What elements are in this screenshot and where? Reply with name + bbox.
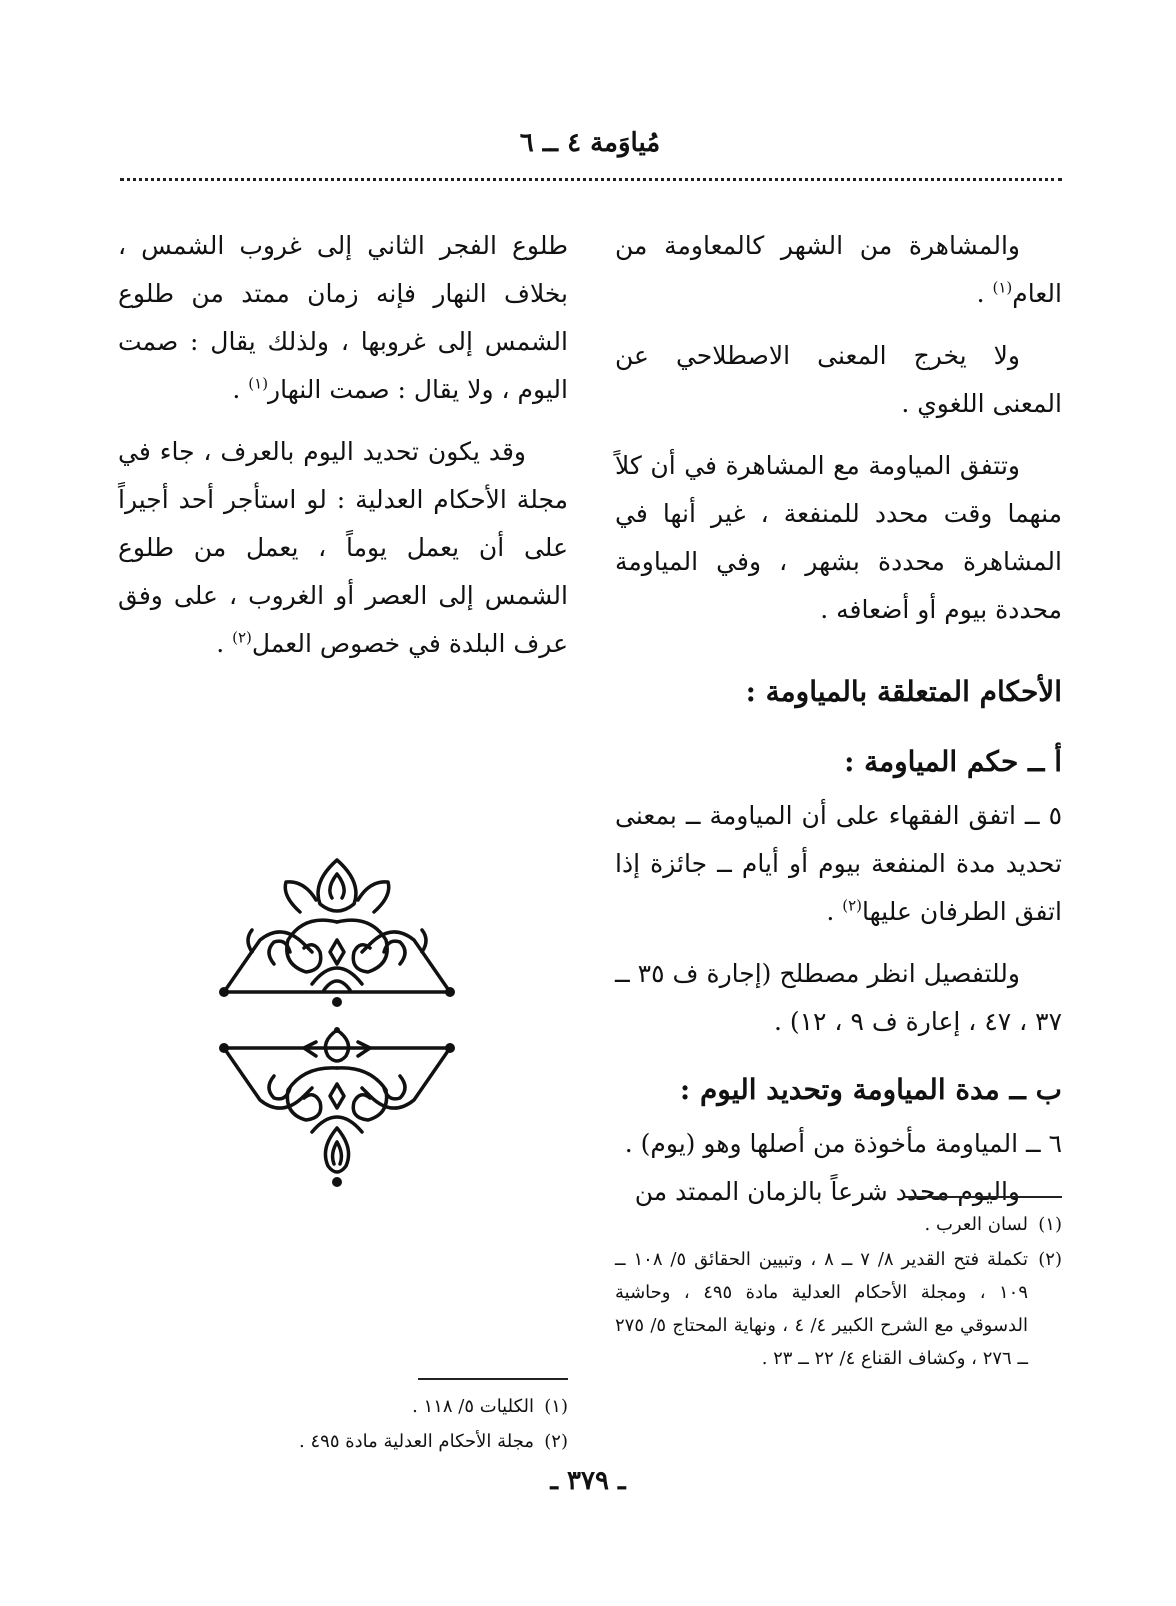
paragraph: ٦ ــ المياومة مأخوذة من أصلها وهو (يوم) .: [624, 1129, 1062, 1158]
left-column: [118, 222, 568, 682]
footnote-number: (١): [1038, 1214, 1062, 1235]
header-divider: [120, 178, 1062, 181]
paragraph: [615, 222, 1062, 318]
paragraph: وللتفصيل انظر مصطلح (إجارة ف ٣٥ ــ ٣٧ ، ٤٧ ، إعارة ف ٩ ، ١٢) .: [615, 959, 1062, 1036]
footnote-number: (٢): [544, 1431, 568, 1452]
footnote-ref[interactable]: (١): [248, 374, 269, 393]
footnotes-left: [118, 1390, 568, 1460]
footnote: [615, 1208, 1062, 1241]
paragraph: وتتفق المياومة مع المشاهرة في أن كلاً منهما وقت محدد للمنفعة ، غير أنها في المشاهرة محددة بشهر ، وفي المياومة محددة بيوم أو أضعافه .: [615, 451, 1062, 624]
right-column: [615, 222, 1062, 1230]
paragraph-text: ٥ ــ اتفق الفقهاء على أن المياومة ــ بمعنى تحديد مدة المنفعة بيوم أو أيام ــ جائزة إذا اتفق الطرفان عليها: [615, 801, 1062, 926]
footnote-text: لسان العرب .: [924, 1214, 1028, 1235]
subsection-heading: ب ــ مدة المياومة وتحديد اليوم :: [679, 1073, 1062, 1106]
footnote-ref[interactable]: (٢): [842, 896, 863, 915]
subsection-heading: أ ــ حكم المياومة :: [844, 745, 1062, 778]
footnote: [118, 1390, 568, 1423]
footnote-ref[interactable]: (٢): [232, 628, 252, 647]
running-head: مُياوَمة ٤ ــ ٦: [519, 128, 661, 158]
paragraph-text: طلوع الفجر الثاني إلى غروب الشمس ، بخلاف النهار فإنه زمان ممتد من طلوع الشمس إلى غروبها ، ولذلك يقال : صمت اليوم ، ولا يقال : صمت النهار: [118, 231, 568, 404]
paragraph-text: وقد يكون تحديد اليوم بالعرف ، جاء في مجلة الأحكام العدلية : لو استأجر أحد أجيراً على أن يعمل يوماً ، يعمل من طلوع الشمس إلى العصر أو الغروب ، على وفق عرف البلدة في خصوص العمل: [118, 437, 568, 658]
footnote-separator: [418, 1378, 568, 1380]
arabesque-ornament-icon: [212, 852, 462, 1192]
footnote-text: تكملة فتح القدير ٨/ ٧ ــ ٨ ، وتبيين الحقائق ٥/ ١٠٨ ــ ١٠٩ ، ومجلة الأحكام العدلية مادة ٤٩٥ ، وحاشية الدسوقي مع الشرح الكبير ٤/ ٤ ، ونهاية المحتاج ٥/ ٢٧٥ ــ ٢٧٦ ، وكشاف القناع ٤/ ٢٢ ــ ٢٣ .: [615, 1249, 1028, 1369]
paragraph: [615, 792, 1062, 936]
footnote-separator: [905, 1196, 1062, 1198]
paragraph: [118, 428, 568, 668]
footnote-text: الكليات ٥/ ١١٨ .: [412, 1396, 534, 1417]
paragraph-end: .: [826, 897, 843, 926]
paragraph: واليوم محدد شرعاً بالزمان الممتد من: [634, 1177, 1020, 1206]
footnote-ref[interactable]: (١): [992, 278, 1013, 297]
paragraph: ولا يخرج المعنى الاصطلاحي عن المعنى اللغوي .: [615, 341, 1062, 418]
page-number: ـ ٣٧٩ ـ: [550, 1466, 626, 1496]
footnote-number: (١): [544, 1396, 568, 1417]
paragraph-end: .: [216, 629, 233, 658]
paragraph-end: .: [232, 375, 249, 404]
section-heading: الأحكام المتعلقة بالمياومة :: [745, 675, 1062, 708]
paragraph: [118, 222, 568, 414]
footnote-number: (٢): [1038, 1249, 1062, 1270]
footnote: [615, 1243, 1062, 1375]
footnote-text: مجلة الأحكام العدلية مادة ٤٩٥ .: [299, 1431, 534, 1452]
paragraph-end: .: [976, 279, 993, 308]
paragraph-text: والمشاهرة من الشهر كالمعاومة من العام: [615, 231, 1062, 308]
footnote: [118, 1425, 568, 1458]
footnotes-right: [615, 1208, 1062, 1377]
